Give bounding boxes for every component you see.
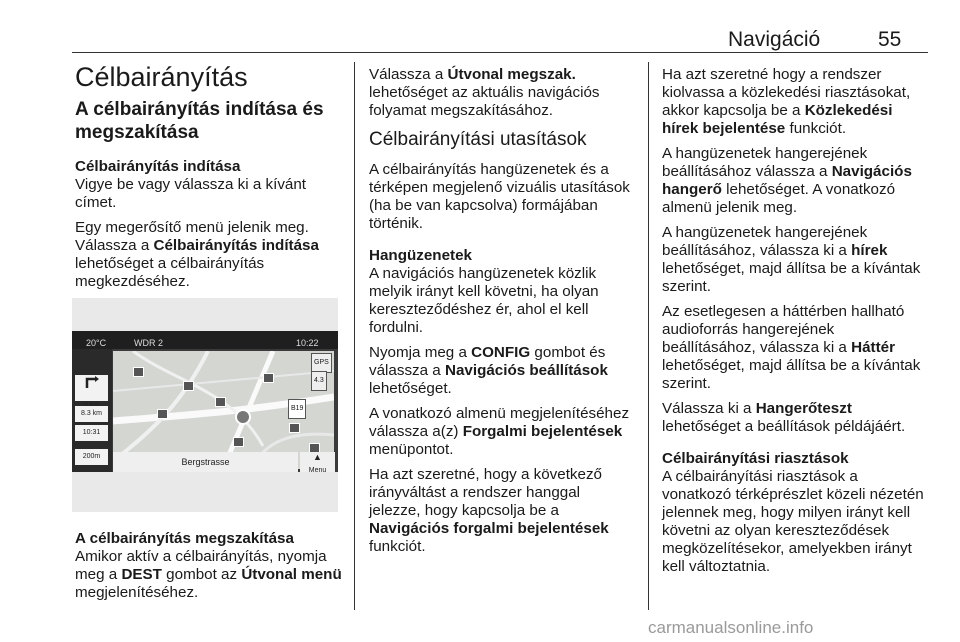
guidance-alerts-text: A célbairányítási riasztások a vonatkozó térképrészlet közeli nézetén jelennek meg, hogy milyen irányt kell követni az olyan kereszteződések megközelítésekor, amelyekben irányt kell változtatnia. — [662, 468, 924, 575]
navigation-screen-figure — [72, 298, 338, 512]
config-text: Nyomja meg a CONFIG gombot és válassza a Navigációs beállítások lehetőséget. — [369, 344, 608, 397]
cancel-guidance-text: Amikor aktív a célbairányítás, nyomja meg a DEST gombot az Útvonal menü megjelenítéséhez. — [75, 548, 342, 601]
menu-button[interactable] — [300, 452, 335, 472]
traffic-news-text: Ha azt szeretné hogy a rendszer kiolvassa a közlekedési riasztásokat, akkor kapcsolja be a Közlekedési hírek bejelentése funkciót. — [662, 66, 911, 137]
poi-icon[interactable] — [263, 373, 274, 383]
confirm-menu-text: Egy megerősítő menü jelenik meg. Válassza a Célbairányítás indítása lehetőséget a célbairányítás megkezdéséhez. — [75, 219, 319, 290]
voice-messages-heading: Hangüzenetek — [369, 247, 472, 264]
temperature: 20°C — [86, 338, 107, 348]
menu-icon: ▲ — [313, 452, 322, 462]
road-number-label: B19 — [288, 399, 306, 419]
nav-display — [72, 331, 338, 472]
poi-icon[interactable] — [183, 381, 194, 391]
remaining-distance: 8.3 km — [75, 406, 108, 422]
poi-icon[interactable] — [157, 409, 168, 419]
turn-arrow-box — [75, 375, 108, 401]
poi-icon[interactable] — [233, 437, 244, 447]
instructions-text: A célbairányítás hangüzenetek és a térképen megjelenő vizuális utasítások (ha be van kapcsolva) formájában történik. — [369, 161, 630, 232]
radio-station: WDR 2 — [134, 338, 163, 348]
turn-announcement-text: Ha azt szeretné, hogy a következő irányváltást a rendszer hanggal jelezze, hogy kapcsolja be a Navigációs forgalmi bejelentések funkciót. — [369, 466, 609, 555]
zoom-level[interactable]: 4.3 — [311, 371, 327, 391]
map-scale[interactable]: 200m — [75, 449, 108, 465]
poi-icon[interactable] — [289, 423, 300, 433]
voice-messages-text: A navigációs hangüzenetek közlik melyik irányt kell követni, ha olyan kereszteződéshez ér, ahol el kell fordulni. — [369, 265, 599, 336]
chapter-heading: Célbairányítás — [75, 62, 248, 92]
column-1 — [75, 62, 347, 609]
section-title: Navigáció — [728, 28, 821, 51]
status-bar — [72, 331, 338, 349]
guidance-alerts-heading: Célbairányítási riasztások — [662, 450, 849, 467]
news-volume-text: A hangüzenetek hangerejének beállításához, válassza ki a hírek lehetőséget, majd állítsa be a kívántak szerint. — [662, 224, 921, 295]
start-guidance-text: Vigye be vagy válassza ki a kívánt címet. — [75, 176, 307, 211]
current-street: Bergstrasse — [113, 452, 298, 472]
poi-icon[interactable] — [215, 397, 226, 407]
instructions-heading: Célbairányítási utasítások — [369, 129, 587, 150]
column-divider — [648, 62, 649, 610]
cancel-guidance-heading: A célbairányítás megszakítása — [75, 530, 294, 547]
clock: 10:22 — [296, 338, 319, 348]
column-3 — [662, 66, 930, 583]
start-guidance-heading: Célbairányítás indítása — [75, 158, 241, 175]
watermark: carmanualsonline.info — [648, 618, 814, 637]
column-2 — [369, 66, 633, 563]
guidance-panel — [72, 349, 112, 472]
menu-label: Menu — [308, 467, 327, 474]
page-number: 55 — [878, 28, 902, 51]
nav-volume-text: A hangüzenetek hangerejének beállításához válassza a Navigációs hangerő lehetőséget. A vonatkozó almenü jelenik meg. — [662, 145, 912, 216]
volume-test-text: Válassza ki a Hangerőteszt lehetőséget a beállítások példájáért. — [662, 400, 906, 435]
turn-arrow-icon — [82, 375, 102, 389]
header-rule — [72, 52, 928, 53]
column-divider — [354, 62, 355, 610]
background-volume-text: Az esetlegesen a háttérben hallható audioforrás hangerejének beállításához, válassza ki a Háttér lehetőséget, majd állítsa be a kívántak szerint. — [662, 303, 921, 392]
poi-icon[interactable] — [133, 367, 144, 377]
route-cancel-text: Válassza a Útvonal megszak. lehetőséget az aktuális navigációs folyamat megszakításához. — [369, 66, 600, 119]
traffic-menu-text: A vonatkozó almenü megjelenítéséhez válassza a(z) Forgalmi bejelentések menüpontot. — [369, 405, 630, 458]
arrival-time: 10:31 — [75, 425, 108, 441]
section-heading: A célbairányítás indítása és megszakítása — [75, 99, 324, 143]
gps-indicator: GPS — [311, 353, 332, 373]
